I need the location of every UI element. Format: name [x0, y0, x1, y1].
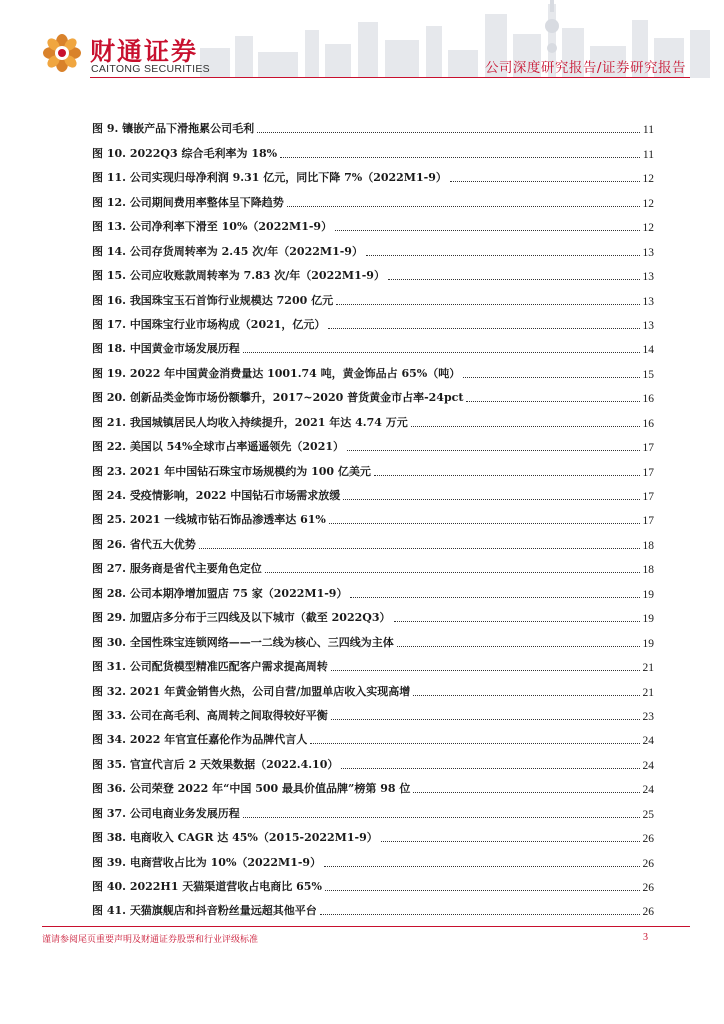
toc-entry-title: [92, 389, 463, 405]
toc-entry-label: 图 17.: [92, 317, 126, 331]
toc-entry-page: 12: [642, 222, 654, 235]
toc-entry-label: 图 25.: [92, 513, 126, 527]
toc-leader-dots: [331, 670, 640, 671]
toc-leader-dots: [331, 719, 640, 720]
toc-entry-text: 创新品类金饰市场份额攀升，2017~2020 普货黄金市占率-24pct: [129, 391, 464, 405]
toc-entry-label: 图 22.: [92, 440, 126, 454]
toc-entry-text: 公司实现归母净利润 9.31 亿元，同比下降 7%（2022M1-9）: [129, 171, 447, 185]
toc-entry-title: [92, 683, 410, 699]
toc-entry-title: [92, 463, 371, 479]
toc-entry-page: 11: [642, 148, 654, 161]
toc-entry[interactable]: [92, 136, 654, 160]
toc-leader-dots: [394, 621, 640, 622]
figure-index-list: [92, 112, 654, 918]
toc-entry-label: 图 36.: [92, 782, 126, 796]
toc-entry-label: 图 19.: [92, 366, 126, 380]
toc-entry[interactable]: [92, 259, 654, 283]
toc-leader-dots: [341, 768, 639, 769]
toc-entry[interactable]: [92, 332, 654, 356]
toc-entry-label: 图 13.: [92, 220, 126, 234]
toc-entry-title: [92, 805, 240, 821]
toc-entry[interactable]: [92, 601, 654, 625]
brand-name-cn: 财通证券: [90, 37, 199, 66]
toc-entry-title: [92, 707, 328, 723]
toc-entry-text: 电商营收占比为 10%（2022M1-9）: [129, 855, 322, 869]
toc-entry-page: 12: [642, 197, 654, 210]
toc-leader-dots: [466, 401, 639, 402]
toc-entry-page: 16: [642, 393, 654, 406]
toc-entry-title: [92, 365, 460, 381]
toc-entry[interactable]: [92, 283, 654, 307]
toc-entry-label: 图 27.: [92, 562, 126, 576]
toc-entry-page: 13: [642, 319, 654, 332]
toc-entry-text: 公司荣登 2022 年“中国 500 最具价值品牌”榜第 98 位: [129, 782, 411, 796]
toc-entry-page: 26: [642, 906, 654, 919]
toc-entry-title: [92, 756, 338, 772]
toc-entry-label: 图 30.: [92, 635, 126, 649]
toc-entry[interactable]: [92, 625, 654, 649]
toc-leader-dots: [280, 157, 640, 158]
toc-entry-label: 图 41.: [92, 904, 126, 918]
toc-entry-label: 图 24.: [92, 489, 126, 502]
toc-entry[interactable]: [92, 845, 654, 869]
toc-entry-text: 全国性珠宝连锁网络——一二线为核心、三四线为主体: [129, 635, 394, 649]
toc-entry-title: [92, 316, 325, 332]
toc-leader-dots: [336, 304, 639, 305]
toc-entry-title: [92, 438, 344, 454]
toc-entry-title: [92, 829, 378, 845]
toc-entry-label: 图 40.: [92, 880, 126, 893]
toc-entry-label: 图 21.: [92, 415, 126, 429]
toc-entry-page: 18: [642, 539, 654, 552]
toc-entry-label: 图 12.: [92, 195, 126, 209]
toc-leader-dots: [343, 499, 639, 500]
toc-entry-title: [92, 511, 326, 527]
toc-entry-text: 公司电商业务发展历程: [129, 806, 240, 820]
toc-entry[interactable]: [92, 821, 654, 845]
toc-entry[interactable]: [92, 650, 654, 674]
toc-leader-dots: [413, 792, 639, 793]
toc-entry[interactable]: [92, 430, 654, 454]
report-type: 公司深度研究报告/证券研究报告: [484, 60, 686, 76]
toc-entry-text: 镶嵌产品下滑拖累公司毛利: [122, 122, 255, 136]
toc-entry-text: 官宣代言后 2 天效果数据（2022.4.10）: [129, 757, 339, 771]
toc-entry-page: 19: [642, 637, 654, 650]
toc-entry-label: 图 38.: [92, 831, 126, 845]
toc-entry-text: 我国城镇居民人均收入持续提升，2021 年达 4.74 万元: [129, 415, 408, 429]
toc-entry-page: 15: [642, 368, 654, 381]
toc-entry-label: 图 23.: [92, 464, 126, 478]
toc-entry[interactable]: [92, 699, 654, 723]
toc-entry-text: 服务商是省代主要角色定位: [129, 562, 262, 576]
toc-entry-title: [92, 878, 322, 894]
toc-leader-dots: [463, 377, 639, 378]
toc-entry-text: 加盟店多分布于三四线及以下城市（截至 2022Q3）: [129, 611, 391, 625]
toc-leader-dots: [325, 890, 640, 891]
toc-entry[interactable]: [92, 479, 654, 503]
toc-entry-title: [92, 731, 307, 747]
toc-entry[interactable]: [92, 747, 654, 771]
toc-entry-page: 26: [642, 857, 654, 870]
toc-leader-dots: [257, 132, 640, 133]
toc-entry[interactable]: [92, 210, 654, 234]
footer-divider: [42, 926, 690, 927]
toc-entry-title: [92, 854, 321, 870]
toc-leader-dots: [388, 279, 640, 280]
toc-entry-title: [92, 658, 328, 674]
toc-entry-text: 公司存货周转率为 2.45 次/年（2022M1-9）: [129, 244, 363, 258]
toc-entry-page: 24: [642, 735, 654, 748]
toc-leader-dots: [397, 646, 640, 647]
toc-leader-dots: [347, 450, 639, 451]
toc-entry-title: [92, 340, 240, 356]
toc-entry-title: [92, 414, 408, 430]
toc-entry[interactable]: [92, 527, 654, 551]
toc-entry-page: 26: [642, 882, 654, 894]
toc-entry[interactable]: [92, 894, 654, 918]
toc-entry-title: [92, 145, 277, 161]
toc-entry-title: [92, 120, 254, 136]
toc-entry-page: 21: [642, 662, 654, 675]
toc-entry-label: 图 18.: [92, 342, 126, 356]
toc-entry-title: [92, 267, 385, 283]
toc-entry-text: 公司本期净增加盟店 75 家（2022M1-9）: [129, 586, 348, 600]
toc-entry-page: 23: [642, 710, 654, 723]
toc-entry-title: [92, 585, 347, 601]
toc-entry-page: 16: [642, 417, 654, 430]
toc-entry[interactable]: [92, 552, 654, 576]
toc-leader-dots: [328, 328, 639, 329]
toc-entry-text: 公司净利率下滑至 10%（2022M1-9）: [129, 220, 333, 234]
toc-entry[interactable]: [92, 454, 654, 478]
toc-entry[interactable]: [92, 185, 654, 209]
toc-entry-label: 图 10.: [92, 146, 126, 160]
toc-entry-title: [92, 560, 262, 576]
toc-entry[interactable]: [92, 796, 654, 820]
toc-entry-text: 2021 年黄金销售火热，公司自营/加盟单店收入实现高增: [129, 684, 411, 698]
toc-leader-dots: [350, 597, 639, 598]
toc-entry-text: 我国珠宝玉石首饰行业规模达 7200 亿元: [129, 293, 334, 307]
toc-entry-title: [92, 169, 447, 185]
toc-entry-title: [92, 902, 317, 918]
toc-entry-text: 公司应收账款周转率为 7.83 次/年（2022M1-9）: [129, 269, 385, 283]
toc-entry-label: 图 29.: [92, 611, 126, 625]
toc-entry-page: 24: [642, 759, 654, 772]
toc-entry[interactable]: [92, 723, 654, 747]
toc-entry[interactable]: [92, 161, 654, 185]
toc-entry-title: [92, 780, 410, 796]
page-number: 3: [643, 932, 648, 943]
toc-entry[interactable]: [92, 870, 654, 894]
toc-entry-text: 2021 一线城市钻石饰品渗透率达 61%: [129, 513, 326, 527]
toc-entry[interactable]: [92, 503, 654, 527]
toc-entry-page: 25: [642, 808, 654, 821]
toc-entry-text: 公司期间费用率整体呈下降趋势: [129, 195, 284, 209]
page-header: [0, 0, 724, 78]
toc-entry-label: 图 14.: [92, 244, 126, 258]
toc-entry-label: 图 20.: [92, 391, 126, 405]
toc-entry-page: 19: [642, 613, 654, 626]
toc-leader-dots: [287, 206, 640, 207]
toc-entry[interactable]: [92, 381, 654, 405]
toc-leader-dots: [413, 695, 639, 696]
toc-entry-title: [92, 194, 284, 210]
toc-entry-title: [92, 243, 363, 259]
toc-entry-text: 省代五大优势: [129, 537, 196, 551]
toc-entry-text: 公司在高毛利、高周转之间取得较好平衡: [129, 708, 328, 722]
toc-entry[interactable]: [92, 308, 654, 332]
toc-entry-page: 13: [642, 295, 654, 308]
toc-entry-label: 图 35.: [92, 757, 126, 771]
toc-entry[interactable]: [92, 405, 654, 429]
toc-entry-page: 17: [642, 442, 654, 455]
toc-entry-page: 18: [642, 564, 654, 577]
toc-leader-dots: [381, 841, 640, 842]
toc-leader-dots: [243, 817, 640, 818]
toc-leader-dots: [265, 572, 640, 573]
toc-entry-text: 2022Q3 综合毛利率为 18%: [129, 146, 278, 160]
toc-entry-label: 图 39.: [92, 855, 126, 869]
toc-entry-text: 中国黄金市场发展历程: [129, 342, 240, 356]
toc-entry-label: 图 16.: [92, 293, 126, 307]
toc-entry-label: 图 33.: [92, 708, 126, 722]
toc-leader-dots: [411, 426, 640, 427]
header-divider: [90, 77, 690, 78]
toc-entry[interactable]: [92, 576, 654, 600]
toc-entry-label: 图 11.: [92, 171, 126, 185]
toc-entry-title: [92, 634, 394, 650]
toc-entry[interactable]: [92, 674, 654, 698]
toc-entry-text: 受疫情影响，2022 中国钻石市场需求放缓: [129, 489, 341, 502]
toc-entry-page: 11: [642, 124, 654, 137]
toc-entry-text: 电商收入 CAGR 达 45%（2015-2022M1-9）: [129, 831, 378, 845]
toc-entry-page: 21: [642, 686, 654, 699]
toc-entry[interactable]: [92, 356, 654, 380]
toc-entry-page: 13: [642, 271, 654, 284]
toc-entry-label: 图 26.: [92, 537, 126, 551]
toc-entry-page: 17: [642, 466, 654, 479]
toc-entry-page: 24: [642, 784, 654, 797]
toc-leader-dots: [329, 523, 640, 524]
toc-entry-title: [92, 609, 391, 625]
toc-leader-dots: [310, 743, 639, 744]
toc-entry-text: 2022H1 天猫渠道营收占电商比 65%: [129, 880, 322, 893]
toc-entry-text: 2022 年官宣任嘉伦作为品牌代言人: [129, 733, 308, 747]
toc-leader-dots: [374, 475, 640, 476]
footer-disclaimer: 谨请参阅尾页重要声明及财通证券股票和行业评级标准: [42, 935, 259, 945]
toc-leader-dots: [199, 548, 640, 549]
caitong-logo-icon: [42, 33, 82, 73]
toc-entry-page: 19: [642, 588, 654, 601]
toc-entry-page: 12: [642, 173, 654, 186]
toc-entry-label: 图 34.: [92, 733, 126, 747]
toc-entry-text: 中国珠宝行业市场构成（2021，亿元）: [129, 317, 326, 331]
toc-entry-label: 图 15.: [92, 269, 126, 283]
toc-entry-label: 图 37.: [92, 806, 126, 820]
toc-entry-text: 天猫旗舰店和抖音粉丝量远超其他平台: [129, 904, 317, 918]
toc-entry-title: [92, 292, 333, 308]
toc-leader-dots: [450, 181, 640, 182]
toc-entry-text: 2021 年中国钻石珠宝市场规模约为 100 亿美元: [129, 464, 371, 478]
toc-entry-page: 14: [642, 344, 654, 357]
toc-entry-label: 图 28.: [92, 586, 126, 600]
toc-entry-label: 图 9.: [92, 122, 119, 136]
toc-entry[interactable]: [92, 234, 654, 258]
toc-entry[interactable]: [92, 112, 654, 136]
toc-entry-text: 公司配货模型精准匹配客户需求提高周转: [129, 660, 328, 674]
toc-entry-title: [92, 218, 332, 234]
toc-leader-dots: [324, 866, 639, 867]
toc-leader-dots: [335, 230, 639, 231]
toc-entry-title: [92, 536, 196, 552]
toc-leader-dots: [366, 255, 640, 256]
toc-entry-text: 2022 年中国黄金消费量达 1001.74 吨，黄金饰品占 65%（吨）: [129, 366, 461, 380]
toc-leader-dots: [243, 352, 640, 353]
toc-entry-page: 17: [642, 491, 654, 503]
brand-name-en: CAITONG SECURITIES: [91, 63, 210, 75]
toc-entry-text: 美国以 54%全球市占率遥遥领先（2021）: [129, 440, 345, 454]
toc-entry-page: 26: [642, 833, 654, 846]
toc-entry-page: 17: [642, 515, 654, 528]
toc-leader-dots: [320, 914, 640, 915]
toc-entry-page: 13: [642, 246, 654, 259]
toc-entry-label: 图 32.: [92, 684, 126, 698]
toc-entry-label: 图 31.: [92, 660, 126, 674]
toc-entry[interactable]: [92, 772, 654, 796]
toc-entry-title: [92, 487, 340, 503]
